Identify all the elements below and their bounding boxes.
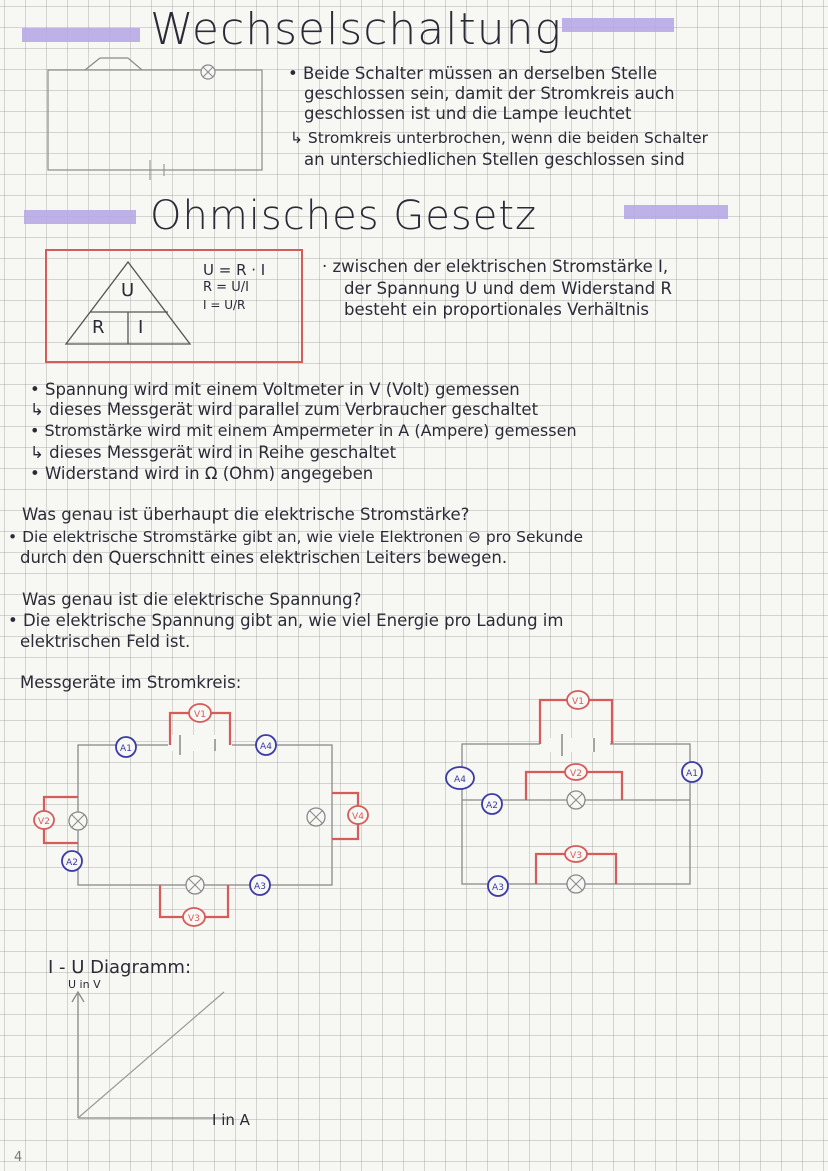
highlight-band <box>624 205 728 219</box>
meter-label: A4 <box>454 775 466 785</box>
ammeter-icon <box>682 762 702 782</box>
meter-label: V1 <box>572 697 584 707</box>
meter-label: V3 <box>188 914 200 924</box>
voltmeter-icon <box>348 806 368 824</box>
wechsel-note-line: • Beide Schalter müssen an derselben Stelle <box>288 64 658 83</box>
wechsel-circuit-sketch <box>40 52 270 182</box>
meter-label: A1 <box>120 744 132 754</box>
ohm-note-line: · zwischen der elektrischen Stromstärke I, <box>322 257 669 276</box>
voltmeter-icon <box>565 846 587 862</box>
fact-line: ↳ dieses Messgerät wird parallel zum Verbraucher geschaltet <box>30 400 539 419</box>
lamp-icon <box>69 812 87 830</box>
highlight-band <box>22 28 140 42</box>
messgeraete-title: Messgeräte im Stromkreis: <box>20 673 242 692</box>
voltmeter-icon <box>567 691 589 709</box>
series-circuit <box>20 695 380 945</box>
triangle-left-label: R <box>92 317 105 338</box>
circuit-wire <box>78 745 332 885</box>
highlight-band <box>562 18 674 32</box>
wechsel-note-line: ↳ Stromkreis unterbrochen, wenn die beiden Schalter <box>290 129 709 147</box>
triangle-top-label: U <box>121 280 135 301</box>
meter-label: A4 <box>260 742 272 752</box>
meter-label: A2 <box>66 858 78 868</box>
ohm-note-line: der Spannung U und dem Widerstand R <box>344 279 672 298</box>
meter-label: A1 <box>686 769 698 779</box>
voltmeter-icon <box>565 764 587 780</box>
meter-label: V4 <box>352 812 364 822</box>
fact-line: • Spannung wird mit einem Voltmeter in V (Volt) gemessen <box>30 380 520 399</box>
section-title-ohmisches-gesetz: Ohmisches Gesetz <box>150 193 537 239</box>
answer-line: • Die elektrische Stromstärke gibt an, wie viele Elektronen ⊖ pro Sekunde <box>8 528 584 546</box>
lamp-icon <box>567 875 585 893</box>
lamp-icon <box>307 808 325 826</box>
ammeter-icon <box>62 851 82 871</box>
ammeter-icon <box>488 876 508 896</box>
meter-label: A2 <box>486 801 498 811</box>
fact-line: ↳ dieses Messgerät wird in Reihe geschaltet <box>30 443 397 462</box>
meter-label: V3 <box>570 851 582 861</box>
question-spannung: Was genau ist die elektrische Spannung? <box>22 590 362 609</box>
ammeter-icon <box>482 794 502 814</box>
lamp-icon <box>186 876 204 894</box>
ohm-formula: U = R · I <box>203 261 266 279</box>
diagram-x-label: I in A <box>212 1111 250 1129</box>
voltmeter-icon <box>189 704 211 722</box>
ohm-note-line: besteht ein proportionales Verhältnis <box>344 300 650 319</box>
proportional-line <box>78 992 224 1118</box>
answer-line: • Die elektrische Spannung gibt an, wie viel Energie pro Ladung im <box>8 611 564 630</box>
diagram-title: I - U Diagramm: <box>48 957 192 978</box>
wechsel-note-line: an unterschiedlichen Stellen geschlossen sind <box>304 150 685 169</box>
ammeter-icon <box>446 767 474 789</box>
ohm-triangle <box>60 256 200 350</box>
voltmeter-icon <box>34 811 54 829</box>
question-stromstaerke: Was genau ist überhaupt die elektrische Stromstärke? <box>22 505 470 524</box>
answer-line: elektrischen Feld ist. <box>20 632 191 651</box>
fact-line: • Stromstärke wird mit einem Ampermeter in A (Ampere) gemessen <box>30 421 577 440</box>
meter-label: V1 <box>194 710 206 720</box>
ohm-formula: R = U/I <box>203 280 249 295</box>
fact-line: • Widerstand wird in Ω (Ohm) angegeben <box>30 464 374 483</box>
meter-label: A3 <box>492 883 504 893</box>
page-number: 4 <box>14 1150 23 1165</box>
diagram-y-label: U in V <box>68 978 101 991</box>
ammeter-icon <box>250 875 270 895</box>
meter-label: V2 <box>38 817 50 827</box>
wechsel-note-line: geschlossen sein, damit der Stromkreis auch <box>304 84 675 103</box>
voltmeter-icon <box>183 908 205 926</box>
answer-line: durch den Querschnitt eines elektrischen Leiters bewegen. <box>20 548 508 567</box>
parallel-circuit <box>440 680 710 910</box>
ammeter-icon <box>256 735 276 755</box>
meter-label: V2 <box>570 769 582 779</box>
iu-diagram <box>60 988 230 1128</box>
meter-label: A3 <box>254 882 266 892</box>
lamp-icon <box>567 791 585 809</box>
ammeter-icon <box>116 737 136 757</box>
triangle-right-label: I <box>138 317 144 338</box>
highlight-band <box>24 210 136 224</box>
wechsel-note-line: geschlossen ist und die Lampe leuchtet <box>304 104 632 123</box>
section-title-wechselschaltung: Wechselschaltung <box>150 4 562 55</box>
ohm-formula: I = U/R <box>203 298 246 312</box>
